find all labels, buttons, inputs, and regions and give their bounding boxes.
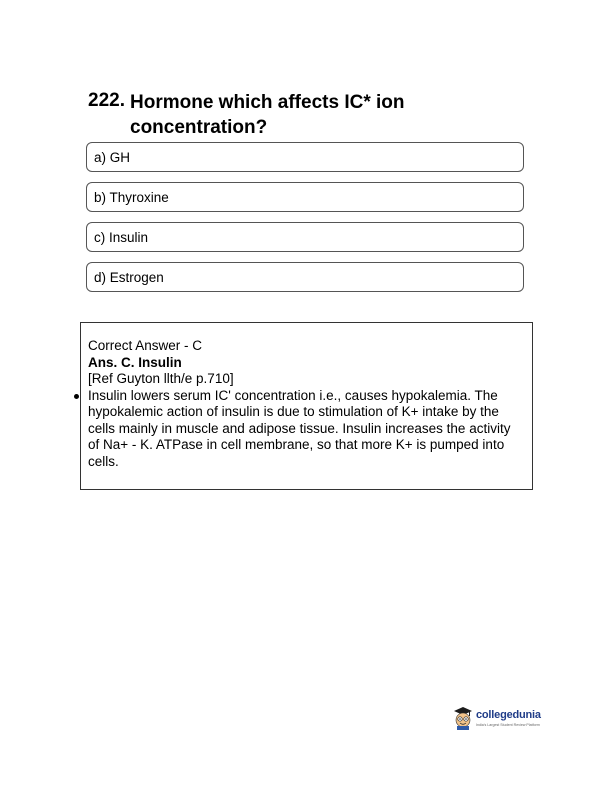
brand-tagline: India's Largest Student Review Platform bbox=[476, 723, 540, 727]
bullet-icon bbox=[74, 394, 79, 399]
option-c[interactable]: c) Insulin bbox=[86, 222, 524, 252]
option-a[interactable]: a) GH bbox=[86, 142, 524, 172]
option-d[interactable]: d) Estrogen bbox=[86, 262, 524, 292]
option-b[interactable]: b) Thyroxine bbox=[86, 182, 524, 212]
mascot-icon bbox=[452, 706, 474, 730]
brand-logo bbox=[452, 706, 548, 734]
correct-answer-line: Correct Answer - C bbox=[88, 338, 203, 353]
answer-reference: [Ref Guyton llth/e p.710] bbox=[88, 371, 234, 386]
question-number: 222. bbox=[88, 90, 125, 111]
question-text: Hormone which affects IC* ion concentration? bbox=[130, 92, 405, 138]
answer-explanation: Insulin lowers serum IC' concentration i.e., causes hypokalemia. The hypokalemic action of insulin is due to stimulation of K+ intake by the cells mainly in muscle and adipose tissue. Insulin increases the activity of Na+ - K. ATPase in cell membrane, so that more K+ is pumped into cells. bbox=[88, 387, 511, 469]
answer-box bbox=[80, 322, 533, 490]
answer-title: Ans. C. Insulin bbox=[88, 354, 182, 370]
brand-name: collegedunia bbox=[476, 709, 541, 721]
